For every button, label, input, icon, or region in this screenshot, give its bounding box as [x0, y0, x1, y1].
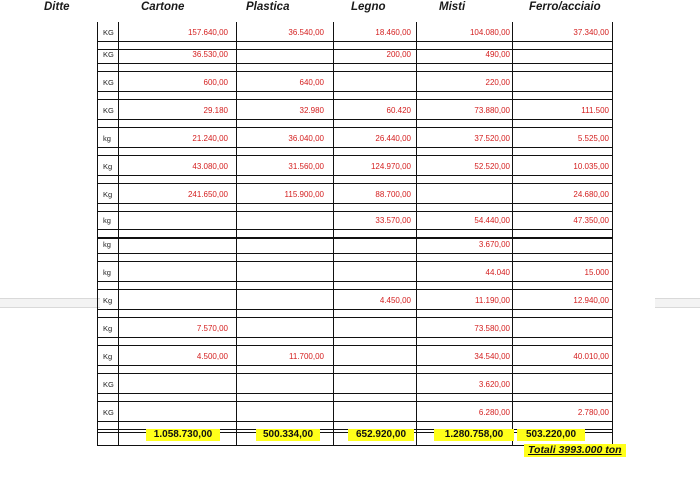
cell-plastica: 32.980	[299, 106, 324, 115]
table-row-border	[97, 401, 613, 402]
table-row-border	[97, 203, 613, 204]
total-misti: 1.280.758,00	[434, 429, 514, 441]
table-row-border	[97, 253, 613, 254]
cell-misti: 3.670,00	[478, 240, 510, 249]
cell-cartone: 43.080,00	[192, 162, 228, 171]
row-unit: Kg	[103, 190, 113, 199]
cell-misti: 220,00	[485, 78, 510, 87]
cell-misti: 6.280,00	[478, 408, 510, 417]
row-unit: KG	[103, 28, 114, 37]
row-unit: kg	[103, 240, 111, 249]
table-row-border	[97, 238, 613, 239]
cell-legno: 4.450,00	[379, 296, 411, 305]
cell-plastica: 11.700,00	[289, 352, 324, 361]
row-unit: Kg	[103, 352, 113, 361]
row-unit: kg	[103, 268, 111, 277]
table-row-border	[97, 63, 613, 64]
cell-ferro: 37.340,00	[573, 28, 609, 37]
table-column-border	[333, 22, 334, 445]
table-row-border	[97, 365, 613, 366]
table-row-border	[97, 345, 613, 346]
waste-table	[97, 22, 613, 445]
cell-legno: 26.440,00	[375, 134, 411, 143]
table-row-border	[97, 337, 613, 338]
row-unit: kg	[103, 216, 111, 225]
table-row-border	[97, 261, 613, 262]
cell-ferro: 47.350,00	[573, 216, 609, 225]
table-column-border	[97, 22, 98, 445]
page-separator-right	[655, 298, 700, 308]
cell-ferro: 12.940,00	[573, 296, 609, 305]
cell-legno: 60.420	[386, 106, 411, 115]
header-cartone: Cartone	[141, 1, 185, 13]
table-row-border	[97, 421, 613, 422]
cell-misti: 44.040	[485, 268, 510, 277]
table-row-border	[97, 71, 613, 72]
cell-misti: 104.080,00	[469, 28, 510, 37]
table-row-border	[97, 41, 613, 42]
cell-ferro: 111.500	[581, 106, 609, 115]
cell-legno: 88.700,00	[375, 190, 411, 199]
total-ferro: 503.220,00	[517, 429, 585, 441]
table-row-border	[97, 393, 613, 394]
cell-misti: 34.540,00	[474, 352, 510, 361]
cell-legno: 200,00	[386, 50, 411, 59]
row-unit: KG	[103, 78, 114, 87]
cell-legno: 18.460,00	[375, 28, 411, 37]
total-legno: 652.920,00	[348, 429, 414, 441]
table-row-border	[97, 229, 613, 230]
cell-misti: 73.880,00	[474, 106, 510, 115]
total-cartone: 1.058.730,00	[146, 429, 220, 441]
cell-misti: 11.190,00	[475, 296, 510, 305]
cell-plastica: 31.560,00	[288, 162, 324, 171]
grand-total: Totali 3993.000 ton	[524, 444, 626, 457]
cell-misti: 490,00	[485, 50, 510, 59]
cell-misti: 3.620,00	[478, 380, 510, 389]
row-unit: KG	[103, 408, 114, 417]
cell-ferro: 40.010,00	[573, 352, 609, 361]
table-row-border	[97, 147, 613, 148]
table-row-border	[97, 91, 613, 92]
table-row-border	[97, 281, 613, 282]
header-ditte: Ditte	[44, 1, 70, 13]
cell-plastica: 115.900,00	[284, 190, 324, 199]
cell-legno: 33.570,00	[375, 216, 411, 225]
cell-ferro: 2.780,00	[577, 408, 609, 417]
cell-plastica: 36.040,00	[288, 134, 324, 143]
table-column-border	[512, 22, 513, 445]
row-unit: KG	[103, 106, 114, 115]
table-row-border	[97, 155, 613, 156]
table-row-border	[97, 127, 613, 128]
cell-cartone: 36.530,00	[192, 50, 228, 59]
table-row-border	[97, 119, 613, 120]
row-unit: Kg	[103, 324, 113, 333]
cell-cartone: 241.650,00	[187, 190, 228, 199]
row-unit: KG	[103, 50, 114, 59]
table-row-border	[97, 289, 613, 290]
row-unit: Kg	[103, 296, 113, 305]
cell-cartone: 29.180	[203, 106, 228, 115]
row-unit: Kg	[103, 162, 113, 171]
row-unit: kg	[103, 134, 111, 143]
cell-cartone: 21.240,00	[192, 134, 228, 143]
cell-misti: 37.520,00	[474, 134, 510, 143]
cell-plastica: 640,00	[299, 78, 324, 87]
table-row-border	[97, 309, 613, 310]
cell-misti: 52.520,00	[474, 162, 510, 171]
page-separator-left	[0, 298, 100, 308]
cell-misti: 73.580,00	[474, 324, 510, 333]
row-unit: KG	[103, 380, 114, 389]
cell-ferro: 5.525,00	[577, 134, 609, 143]
table-row-border	[97, 211, 613, 212]
cell-ferro: 15.000	[584, 268, 609, 277]
cell-cartone: 7.570,00	[196, 324, 228, 333]
cell-cartone: 4.500,00	[196, 352, 228, 361]
header-plastica: Plastica	[246, 1, 290, 13]
table-row-border	[97, 183, 613, 184]
header-legno: Legno	[351, 1, 386, 13]
table-row-border	[97, 373, 613, 374]
table-row-border	[97, 317, 613, 318]
cell-misti: 54.440,00	[474, 216, 510, 225]
header-ferro: Ferro/acciaio	[529, 1, 601, 13]
header-misti: Misti	[439, 1, 466, 13]
cell-cartone: 157.640,00	[187, 28, 228, 37]
cell-ferro: 24.680,00	[573, 190, 609, 199]
cell-ferro: 10.035,00	[573, 162, 609, 171]
table-row-border	[97, 99, 613, 100]
cell-legno: 124.970,00	[370, 162, 411, 171]
cell-plastica: 36.540,00	[288, 28, 324, 37]
table-column-border	[612, 22, 613, 445]
cell-cartone: 600,00	[203, 78, 228, 87]
total-plastica: 500.334,00	[256, 429, 320, 441]
table-row-border	[97, 175, 613, 176]
